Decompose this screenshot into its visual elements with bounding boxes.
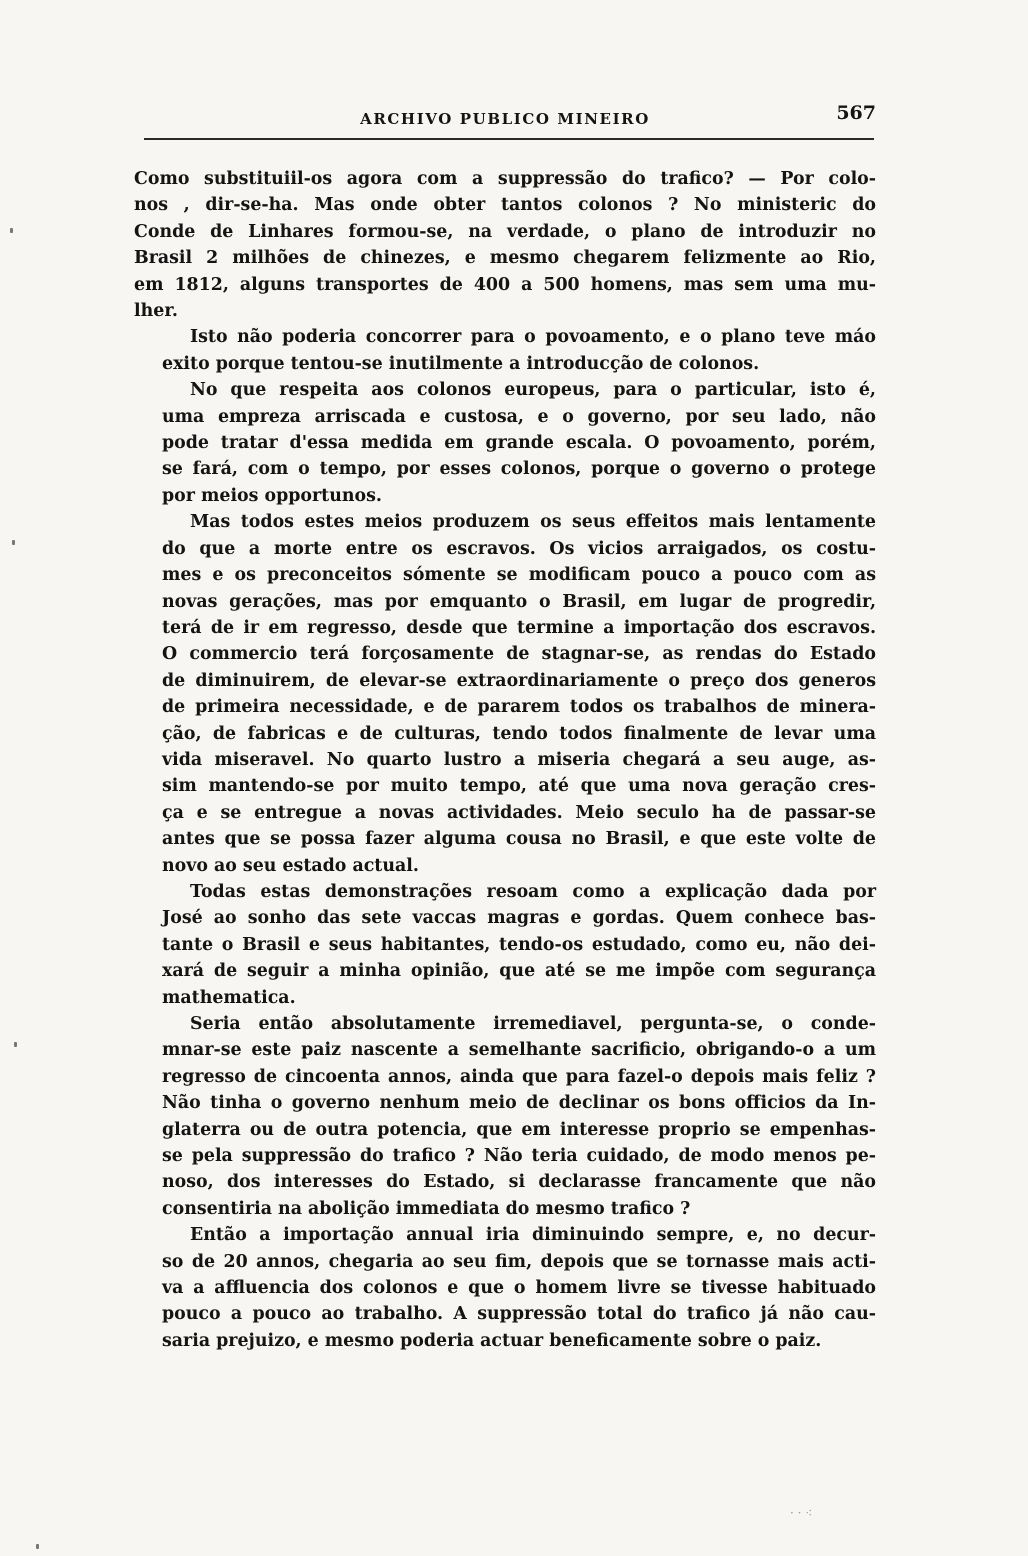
text-line: xará de seguir a minha opinião, que até se me impõe com segurança <box>162 961 876 982</box>
text-line: terá de ir em regresso, desde que termine a importação dos escravos. <box>162 617 876 638</box>
text-line: Brasil 2 milhões de chinezes, e mesmo chegarem felizmente ao Rio, <box>134 248 876 269</box>
text-line: vida miseravel. No quarto lustro a miseria chegará a seu auge, as- <box>162 749 876 770</box>
page-speckle: · · ⁖ <box>790 1506 813 1520</box>
text-line: No que respeita aos colonos europeus, para o particular, isto é, <box>190 380 876 401</box>
text-line: Seria então absolutamente irremediavel, pergunta-se, o conde- <box>190 1014 876 1034</box>
paragraph <box>134 1222 876 1354</box>
text-line: mathematica. <box>162 987 296 1008</box>
text-line: Mas todos estes meios produzem os seus effeitos mais lentamente <box>190 512 876 533</box>
text-line: José ao sonho das sete vaccas magras e gordas. Quem conhece bas- <box>162 908 876 929</box>
text-line: O commercio terá forçosamente de stagnar-se, as rendas do Estado <box>162 644 876 665</box>
text-line: Então a importação annual iria diminuindo sempre, e, no decur- <box>190 1225 876 1246</box>
text-line: se pela suppressão do trafico ? Não teria cuidado, de modo menos pe- <box>162 1146 876 1167</box>
text-line: novas gerações, mas por emquanto o Brasil, em lugar de progredir, <box>162 591 876 612</box>
paragraph <box>134 879 876 1011</box>
text-line: nos , dir-se-ha. Mas onde obter tantos colonos ? No ministeric do <box>134 195 876 216</box>
text-line: uma empreza arriscada e custosa, e o governo, por seu lado, não <box>162 406 876 427</box>
text-line: Isto não poderia concorrer para o povoamento, e o plano teve máo <box>190 327 876 348</box>
text-line: so de 20 annos, chegaria ao seu fim, depois que se tornasse mais acti- <box>162 1251 876 1272</box>
text-line: pouco a pouco ao trabalho. A suppressão total do trafico já não cau- <box>162 1304 876 1325</box>
text-line: va a affluencia dos colonos e que o homem livre se tivesse habituado <box>162 1278 876 1299</box>
text-line: noso, dos interesses do Estado, si declarasse francamente que não <box>162 1172 876 1193</box>
paragraph <box>134 166 876 324</box>
margin-speck <box>10 228 13 233</box>
text-line: sim mantendo-se por muito tempo, até que uma nova geração cres- <box>162 776 876 797</box>
text-line: tante o Brasil e seus habitantes, tendo-os estudado, como eu, não dei- <box>162 934 876 955</box>
margin-speck <box>14 1042 17 1047</box>
text-line: novo ao seu estado actual. <box>162 855 419 876</box>
text-line: consentiria na abolição immediata do mesmo trafico ? <box>162 1198 691 1219</box>
text-line: Todas estas demonstrações resoam como a explicação dada por <box>190 881 876 902</box>
paragraph <box>134 1011 876 1222</box>
margin-speck <box>36 1544 39 1549</box>
text-line: mes e os preconceitos sómente se modificam pouco a pouco com as <box>162 565 876 586</box>
body-text <box>134 166 876 1354</box>
text-line: Não tinha o governo nenhum meio de declinar os bons officios da In- <box>162 1093 876 1114</box>
header-rule <box>144 138 874 140</box>
paragraph <box>134 509 876 879</box>
text-line: lher. <box>134 301 178 322</box>
text-line: ça e se entregue a novas actividades. Meio seculo ha de passar-se <box>162 802 876 823</box>
text-line: exito porque tentou-se inutilmente a introducção de colonos. <box>162 353 760 374</box>
text-line: pode tratar d'essa medida em grande escala. O povoamento, porém, <box>162 433 876 454</box>
page-header <box>134 100 876 134</box>
text-line: ção, de fabricas e de culturas, tendo todos finalmente de levar uma <box>162 723 876 744</box>
text-line: por meios opportunos. <box>162 485 382 506</box>
running-head: ARCHIVO PUBLICO MINEIRO <box>360 110 650 128</box>
text-line: saria prejuizo, e mesmo poderia actuar beneficamente sobre o paiz. <box>162 1330 822 1351</box>
text-line: de diminuirem, de elevar-se extraordinariamente o preço dos generos <box>162 670 876 691</box>
text-line: de primeira necessidade, e de pararem todos os trabalhos de minera- <box>162 697 876 718</box>
text-line: Como substituiil-os agora com a suppressão do trafico? — Por colo- <box>134 169 876 189</box>
paragraph <box>134 377 876 509</box>
paragraph <box>134 324 876 377</box>
text-line: mnar-se este paiz nascente a semelhante sacrificio, obrigando-o a um <box>162 1040 876 1061</box>
page-number: 567 <box>836 102 876 124</box>
text-line: Conde de Linhares formou-se, na verdade, o plano de introduzir no <box>134 221 876 242</box>
text-line: glaterra ou de outra potencia, que em interesse proprio se empenhas- <box>162 1119 876 1140</box>
text-line: antes que se possa fazer alguma cousa no Brasil, e que este volte de <box>162 829 876 850</box>
text-line: do que a morte entre os escravos. Os vicios arraigados, os costu- <box>162 538 876 559</box>
text-line: se fará, com o tempo, por esses colonos, porque o governo o protege <box>162 459 876 480</box>
text-line: regresso de cincoenta annos, ainda que para fazel-o depois mais feliz ? <box>162 1066 876 1087</box>
margin-speck <box>12 540 15 545</box>
text-line: em 1812, alguns transportes de 400 a 500 homens, mas sem uma mu- <box>134 274 876 295</box>
